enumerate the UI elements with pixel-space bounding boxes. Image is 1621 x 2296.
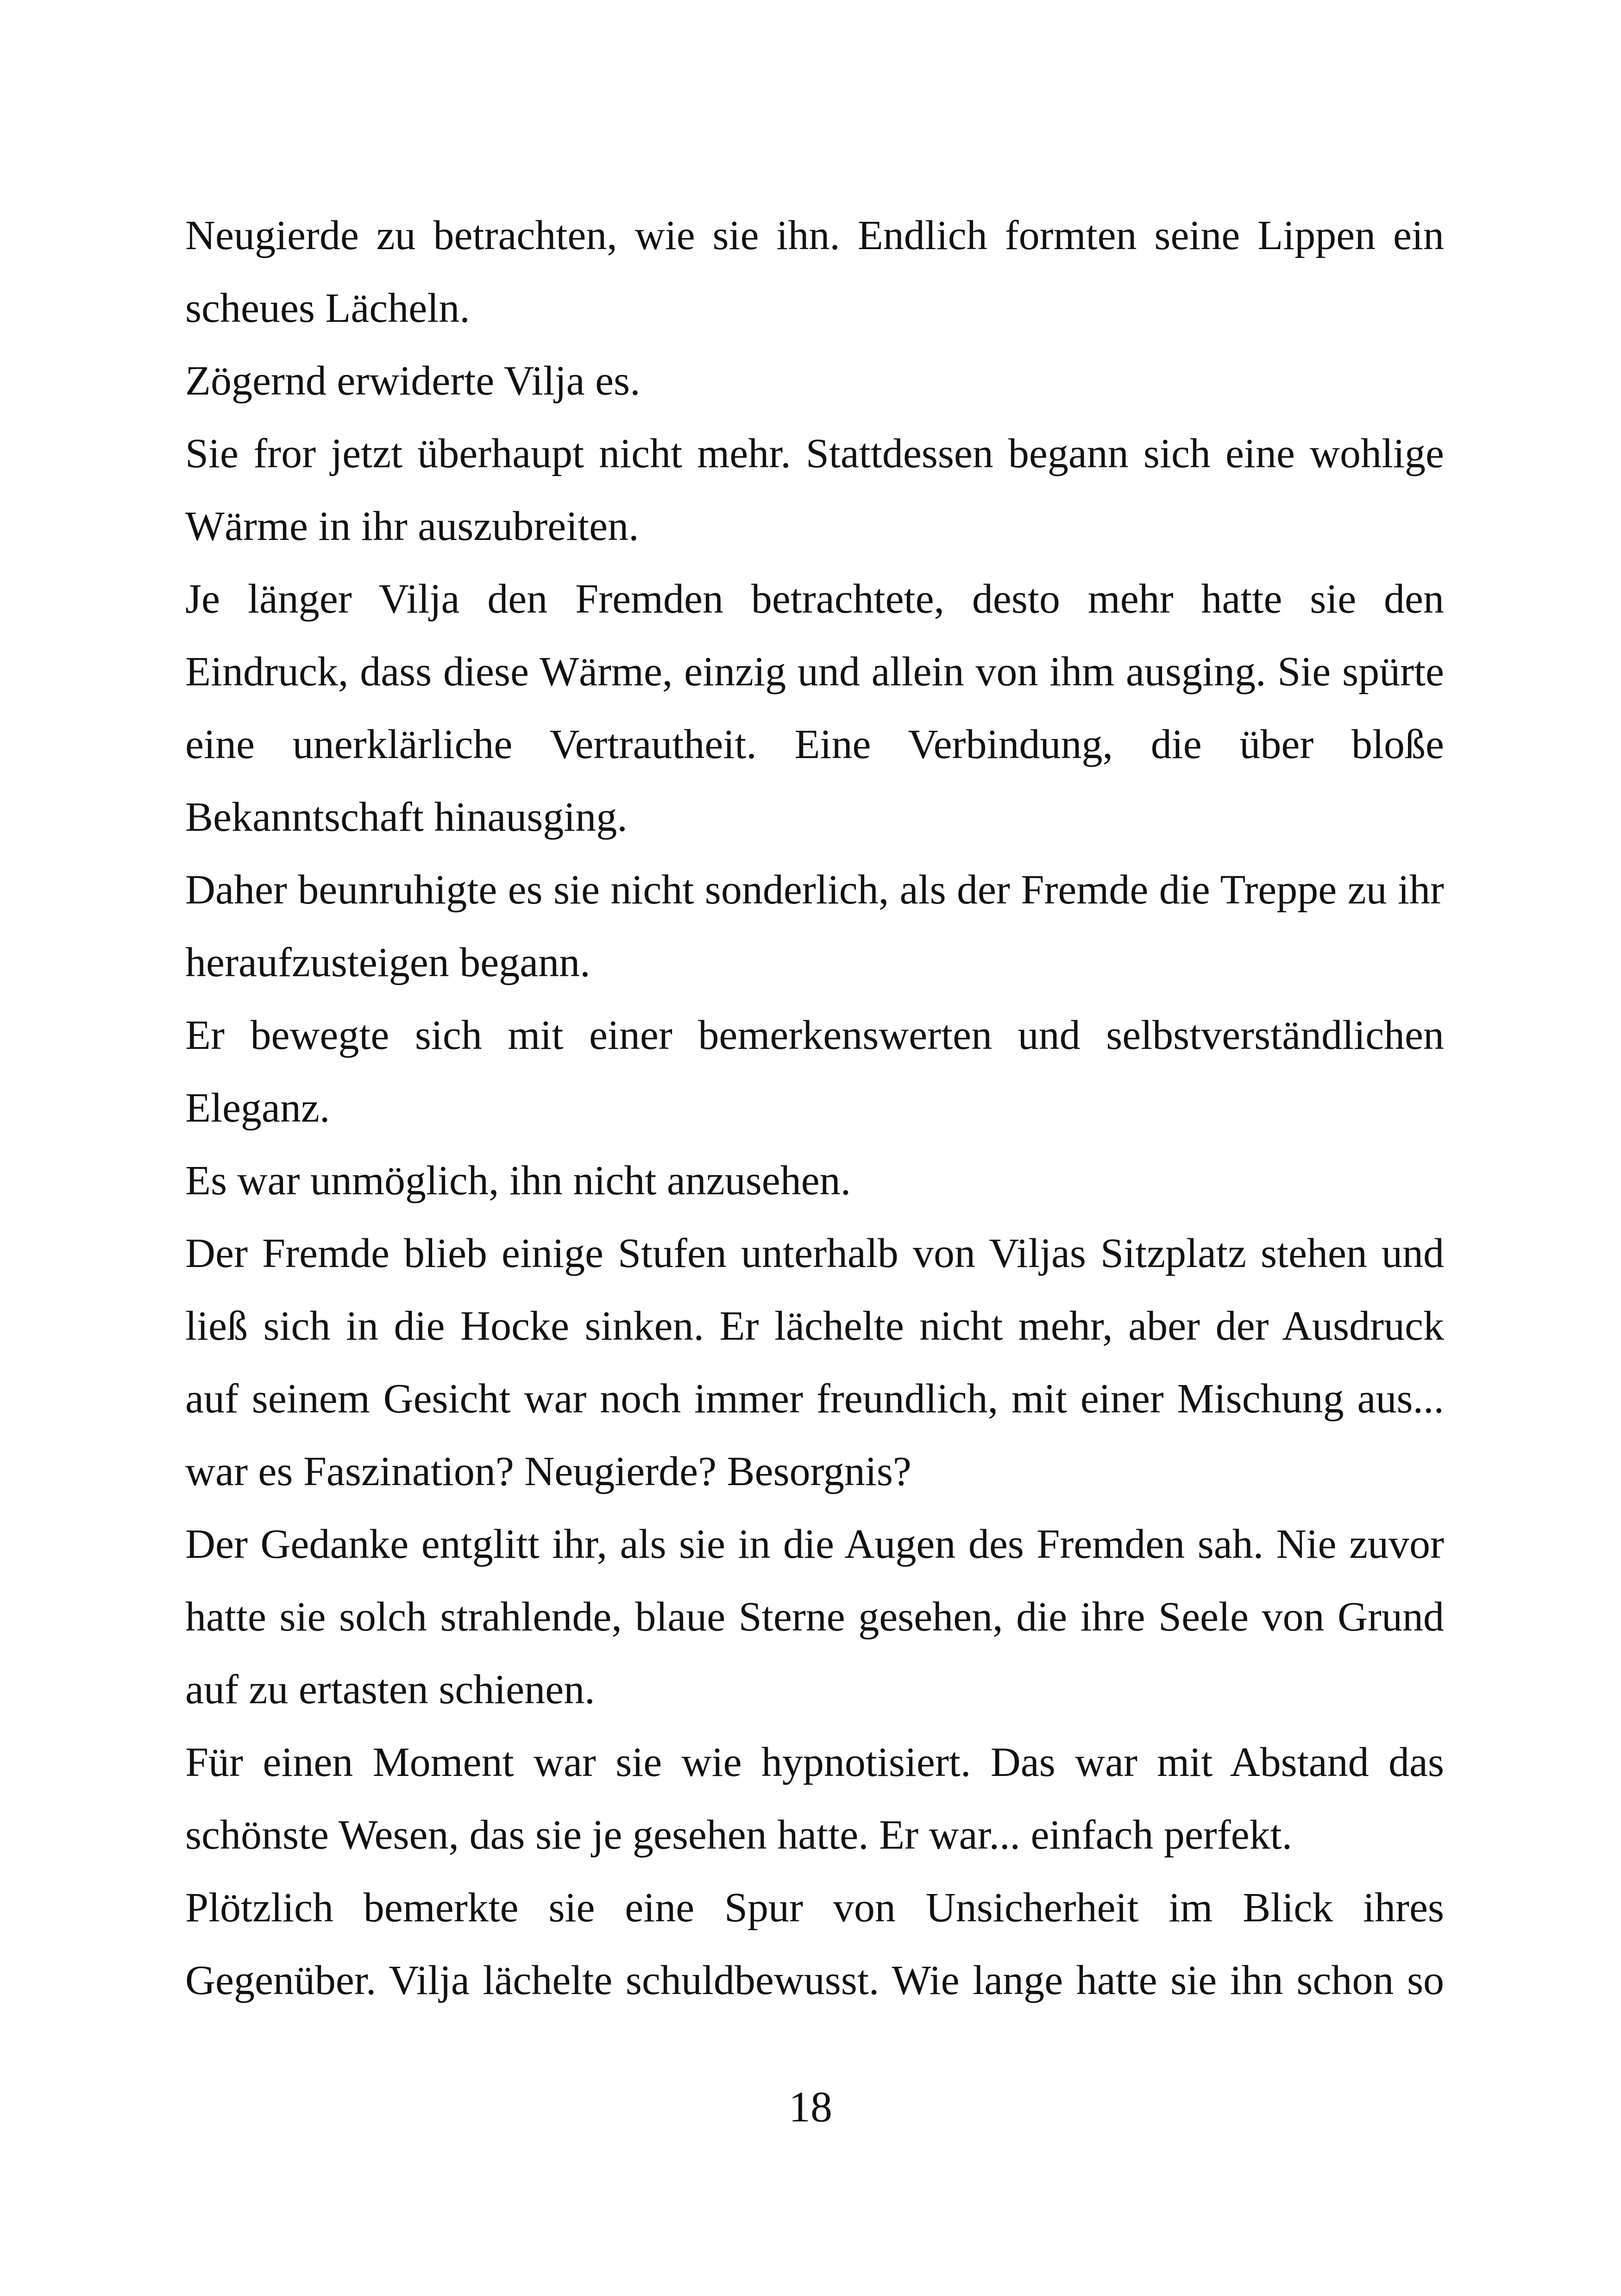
paragraph: Je länger Vilja den Fremden betrachtete, desto mehr hatte sie den Eindruck, dass diese Wärme, einzig und allein von ihm ausging. Sie spürte eine unerklärliche Vertrautheit. Eine Verbindung, die über bloße Bekanntschaft hinausging. [185,576,1444,840]
paragraph: Zögernd erwiderte Vilja es. [185,358,641,404]
paragraph: Sie fror jetzt überhaupt nicht mehr. Stattdessen begann sich eine wohlige Wärme in ihr auszubreiten. [185,431,1444,549]
paragraph: Es war unmöglich, ihn nicht anzusehen. [185,1158,851,1204]
paragraph: Der Gedanke entglitt ihr, als sie in die Augen des Fremden sah. Nie zuvor hatte sie solch strahlende, blaue Sterne gesehen, die ihre Seele von Grund auf zu ertasten schienen. [185,1521,1444,1713]
paragraph: Plötzlich bemerkte sie eine Spur von Unsicherheit im Blick ihres Gegenüber. Vilja lächelte schuldbewusst. Wie lange hatte sie ihn schon so [185,1885,1444,2003]
paragraph: Neugierde zu betrachten, wie sie ihn. Endlich formten seine Lippen ein scheues Lächeln. [185,213,1444,331]
page-number: 18 [789,2083,832,2131]
paragraph: Der Fremde blieb einige Stufen unterhalb von Viljas Sitzplatz stehen und ließ sich in die Hocke sinken. Er lächelte nicht mehr, aber der Ausdruck auf seinem Gesicht war noch immer freundlich, mit einer Mischung aus... war es Faszination? Neugierde? Besorgnis? [185,1230,1444,1494]
paragraph: Daher beunruhigte es sie nicht sonderlich, als der Fremde die Treppe zu ihr heraufzusteigen begann. [185,867,1444,985]
body-text [185,199,1444,2017]
paragraph: Er bewegte sich mit einer bemerkenswerten und selbstverständlichen Eleganz. [185,1012,1444,1131]
paragraph: Für einen Moment war sie wie hypnotisiert. Das war mit Abstand das schönste Wesen, das sie je gesehen hatte. Er war... einfach perfekt. [185,1739,1444,1858]
